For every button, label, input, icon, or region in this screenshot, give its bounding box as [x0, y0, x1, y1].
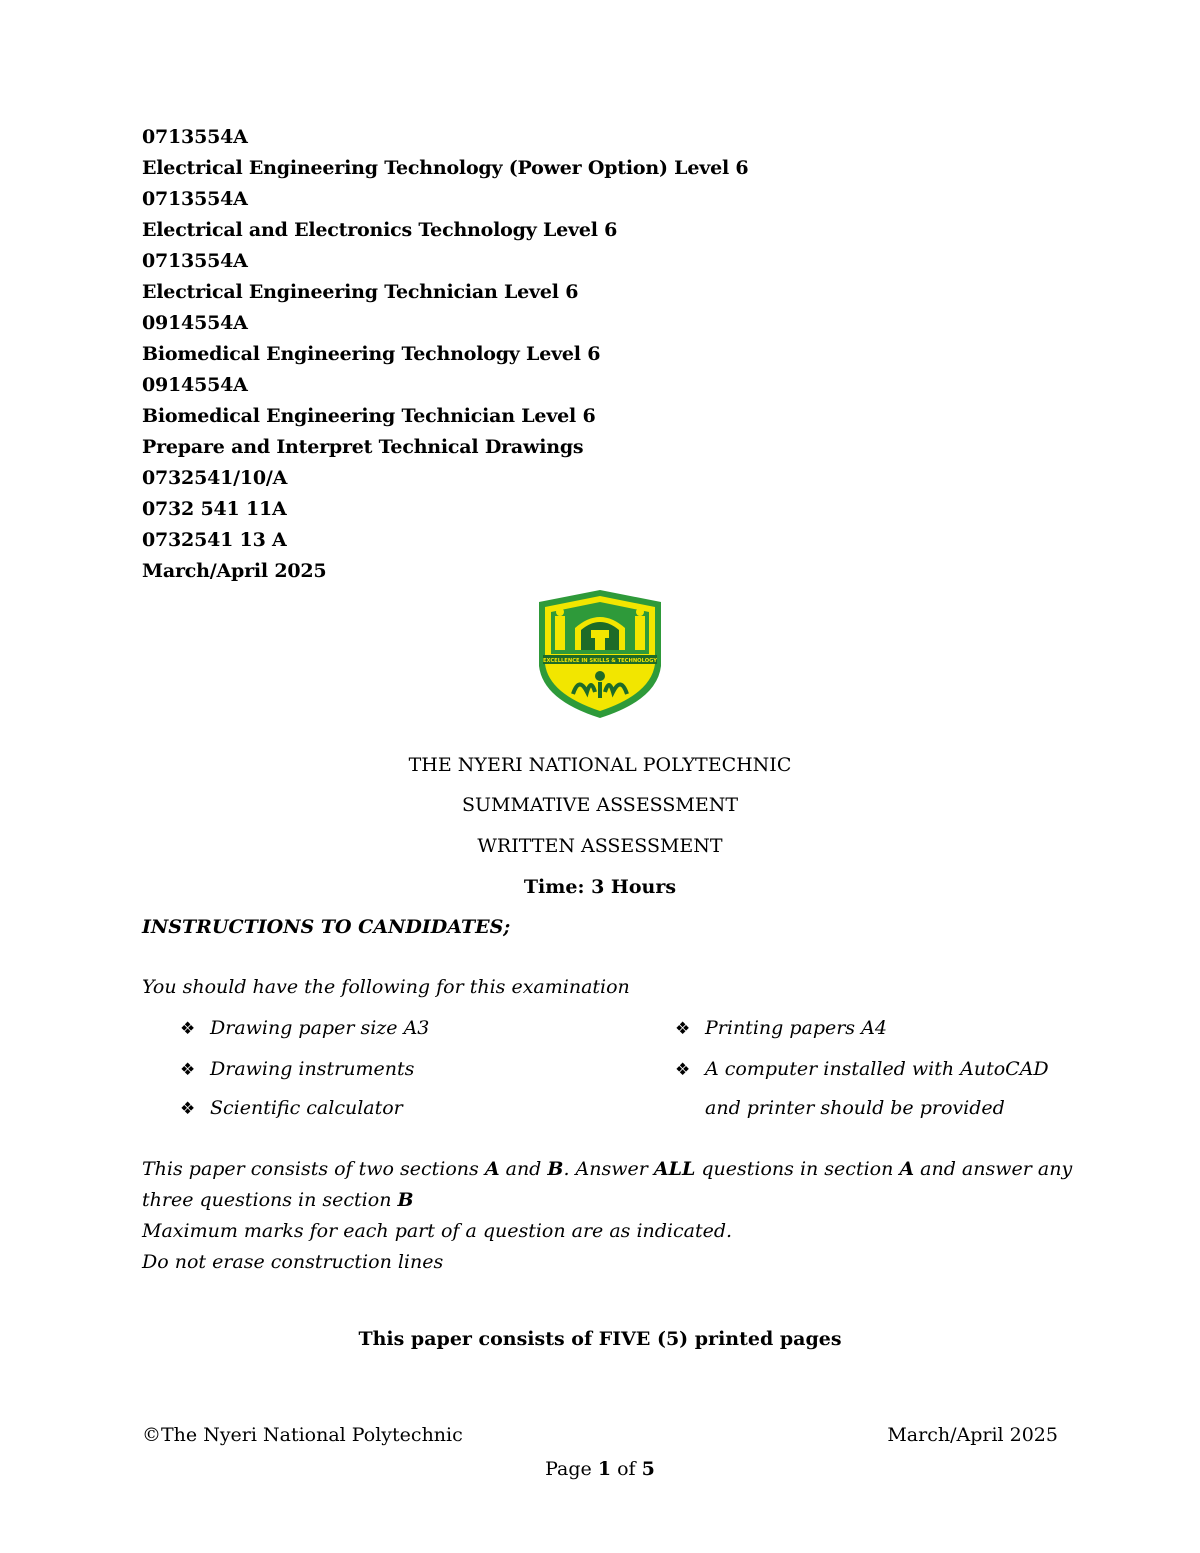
diamond-bullet-icon: ❖ [675, 1019, 691, 1039]
requirement-item: ❖ Scientific calculator [180, 1097, 403, 1119]
instructions-heading: INSTRUCTIONS TO CANDIDATES; [142, 916, 511, 938]
unit-title: Prepare and Interpret Technical Drawings [142, 436, 584, 458]
unit-code: 0914554A [142, 312, 248, 334]
footer-date: March/April 2025 [887, 1424, 1058, 1446]
requirements-intro: You should have the following for this examination [142, 976, 630, 998]
requirement-item: ❖ Drawing paper size A3 [180, 1017, 430, 1039]
logo-band-text: EXCELLENCE IN SKILLS & TECHNOLOGY [542, 658, 658, 664]
paper-code: 0732541 13 A [142, 529, 287, 551]
paper-structure-note-continued: three questions in section B [142, 1189, 414, 1211]
course-title: Biomedical Engineering Technician Level 6 [142, 405, 596, 427]
unit-code: 0713554A [142, 188, 248, 210]
exam-period: March/April 2025 [142, 560, 327, 582]
course-title: Electrical and Electronics Technology Level 6 [142, 219, 618, 241]
unit-code: 0914554A [142, 374, 248, 396]
assessment-mode: WRITTEN ASSESSMENT [477, 835, 723, 857]
diamond-bullet-icon: ❖ [180, 1099, 196, 1119]
paper-structure-note: This paper consists of two sections A and B. Answer ALL questions in section A and answer any [142, 1158, 1073, 1180]
exam-duration: Time: 3 Hours [523, 876, 677, 898]
diamond-bullet-icon: ❖ [675, 1060, 691, 1080]
marks-note: Maximum marks for each part of a question are as indicated. [142, 1220, 733, 1242]
unit-code: 0713554A [142, 126, 248, 148]
course-title: Electrical Engineering Technology (Power Option) Level 6 [142, 157, 749, 179]
construction-lines-note: Do not erase construction lines [142, 1251, 444, 1273]
unit-code: 0713554A [142, 250, 248, 272]
requirement-item-continued: and printer should be provided [705, 1097, 1005, 1119]
requirement-item: ❖ A computer installed with AutoCAD [675, 1058, 1049, 1080]
requirement-item: ❖ Printing papers A4 [675, 1017, 887, 1039]
course-title: Electrical Engineering Technician Level 6 [142, 281, 579, 303]
footer-copyright: ©The Nyeri National Polytechnic [142, 1424, 463, 1446]
requirement-item: ❖ Drawing instruments [180, 1058, 415, 1080]
page-number: Page 1 of 5 [545, 1458, 655, 1480]
diamond-bullet-icon: ❖ [180, 1019, 196, 1039]
course-title: Biomedical Engineering Technology Level 6 [142, 343, 601, 365]
paper-code: 0732 541 11A [142, 498, 287, 520]
institution-name: THE NYERI NATIONAL POLYTECHNIC [408, 754, 792, 776]
diamond-bullet-icon: ❖ [180, 1060, 196, 1080]
course-header [142, 122, 748, 587]
polytechnic-crest-logo [533, 588, 667, 720]
page-count-note: This paper consists of FIVE (5) printed pages [358, 1328, 842, 1350]
assessment-type: SUMMATIVE ASSESSMENT [461, 794, 739, 816]
paper-code: 0732541/10/A [142, 467, 288, 489]
